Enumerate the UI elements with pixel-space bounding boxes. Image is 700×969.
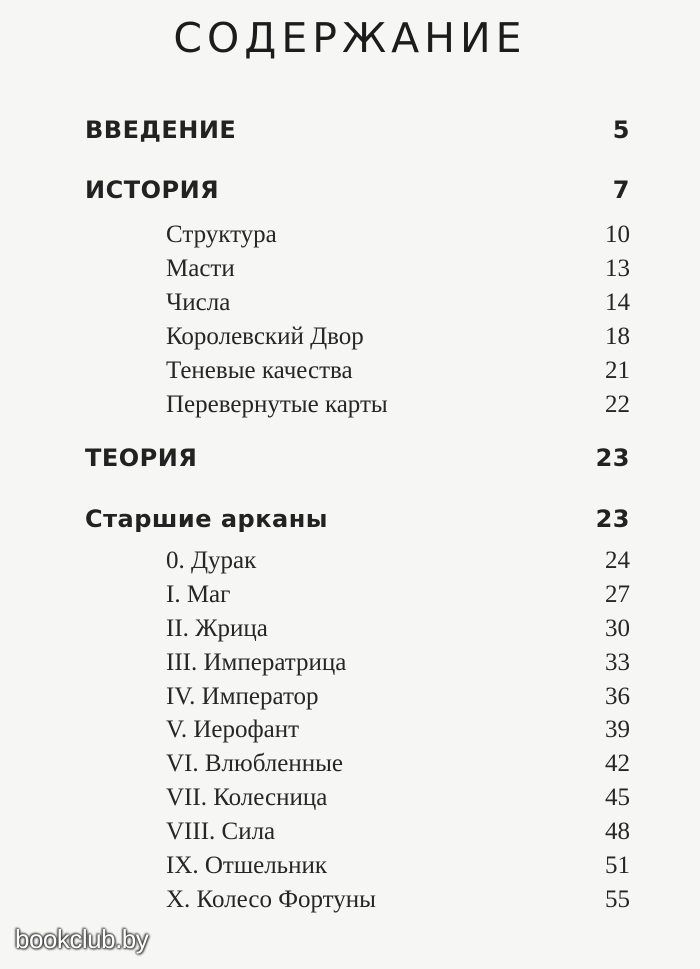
toc-entry [0,683,700,717]
toc-entry [0,323,700,357]
toc-entry-label: Числа [166,289,231,316]
toc-entry [0,357,700,391]
toc-entry-page: 21 [605,357,630,384]
toc-entry-page: 24 [605,547,630,574]
toc-entry [0,289,700,323]
toc-entry-page: 45 [605,784,630,811]
toc-entry [0,221,700,255]
toc-entry-label: Структура [166,221,277,248]
toc-entry-label: ТЕОРИЯ [85,444,198,472]
toc-entry-label: IX. Отшельник [166,852,327,879]
toc-entry-label: ИСТОРИЯ [85,176,220,204]
toc-entry [0,649,700,683]
toc-entry-page: 7 [612,176,630,204]
toc-entry-label: ВВЕДЕНИЕ [85,116,237,144]
toc-entry-label: VII. Колесница [166,784,328,811]
toc-entry [0,444,700,478]
toc-entry-page: 42 [605,750,630,777]
toc-entry-page: 36 [605,683,630,710]
toc-entry-page: 39 [605,716,630,743]
toc-entry-label: Перевернутые карты [166,391,388,418]
toc-entry [0,176,700,210]
toc-entry [0,505,700,539]
toc-entry [0,116,700,150]
toc-entry-page: 27 [605,581,630,608]
toc-entry-label: II. Жрица [166,615,268,642]
toc-entry-label: I. Маг [166,581,231,608]
toc-entry [0,547,700,581]
toc-entry [0,255,700,289]
toc-entry-label: IV. Император [166,683,319,710]
toc-entry-page: 48 [605,818,630,845]
toc-entry [0,391,700,425]
toc-entry-page: 30 [605,615,630,642]
page-title: СОДЕРЖАНИЕ [173,14,527,62]
toc-entry-label: V. Иерофант [166,716,300,743]
toc-entry-page: 5 [612,116,630,144]
toc-entry-label: III. Императрица [166,649,347,676]
toc-entry-page: 14 [605,289,630,316]
toc-entry-page: 22 [605,391,630,418]
toc-entry [0,615,700,649]
toc-entry [0,784,700,818]
toc-entry-page: 18 [605,323,630,350]
toc-entry [0,581,700,615]
toc-entry-label: Масти [166,255,235,282]
toc-entry [0,716,700,750]
toc-entry-label: Теневые качества [166,357,353,384]
toc-entry-page: 10 [605,221,630,248]
toc-entry [0,852,700,886]
toc-entry [0,818,700,852]
toc-entry-label: VI. Влюбленные [166,750,344,777]
toc-entry [0,886,700,920]
toc-entry-page: 13 [605,255,630,282]
toc-entry-page: 23 [595,505,630,533]
toc-entry-page: 33 [605,649,630,676]
toc-entry-label: X. Колесо Фортуны [166,886,376,913]
toc-entry-page: 55 [605,886,630,913]
toc-entry-label: Королевский Двор [166,323,364,350]
toc-entry-label: VIII. Сила [166,818,276,845]
toc-entry-label: 0. Дурак [166,547,257,574]
toc-entry-page: 23 [595,444,630,472]
watermark: bookclub.by [15,924,149,954]
toc-entry [0,750,700,784]
toc-entry-page: 51 [605,852,630,879]
toc-entry-label: Старшие арканы [85,505,328,533]
